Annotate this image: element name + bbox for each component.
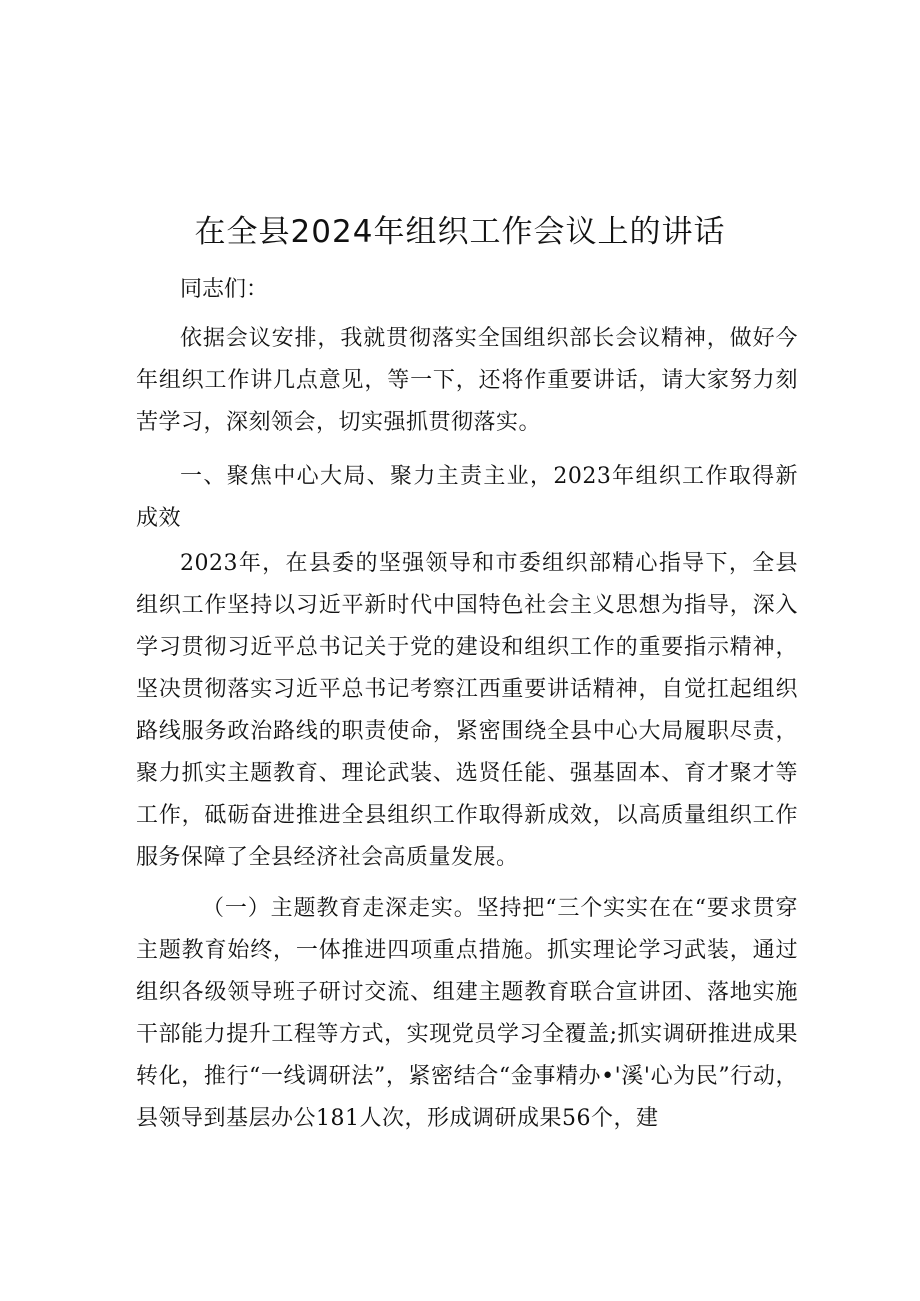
document-title: 在全县2024年组织工作会议上的讲话	[194, 214, 726, 250]
paragraph-theme-education: （一）主题教育走深走实。坚持把“三个实实在在“要求贯穿主题教育始终，一体推进四项重点措施。抓实理论学习武装，通过组织各级领导班子研讨交流、组建主题教育联合宣讲团、落地实施干部能力提升工程等方式，实现党员学习全覆盖;抓实调研推进成果转化，推行“一线调研法”，紧密结合“金事精办•'溪'心为民”行动，县领导到基层办公181人次，形成调研成果56个，建	[136, 896, 798, 1131]
paragraph-2023-summary: 2023年，在县委的坚强领导和市委组织部精心指导下，全县组织工作坚持以习近平新时代中国特色社会主义思想为指导，深入学习贯彻习近平总书记关于党的建设和组织工作的重要指示精神，坚决贯彻落实习近平总书记考察江西重要讲话精神，自觉扛起组织路线服务政治路线的职责使命，紧密围绕全县中心大局履职尽责，聚力抓实主题教育、理论武装、选贤任能、强基固本、育才聚才等工作，砥砺奋进推进全县组织工作取得新成效，以高质量组织工作服务保障了全县经济社会高质量发展。	[136, 551, 798, 870]
paragraph-intro: 依据会议安排，我就贯彻落实全国组织部长会议精神，做好今年组织工作讲几点意见，等一下，还将作重要讲话，请大家努力刻苦学习，深刻领会，切实强抓贯彻落实。	[136, 326, 798, 435]
section-heading-1: 一、聚焦中心大局、聚力主责主业，2023年组织工作取得新成效	[136, 464, 798, 531]
salutation: 同志们：	[180, 277, 269, 302]
